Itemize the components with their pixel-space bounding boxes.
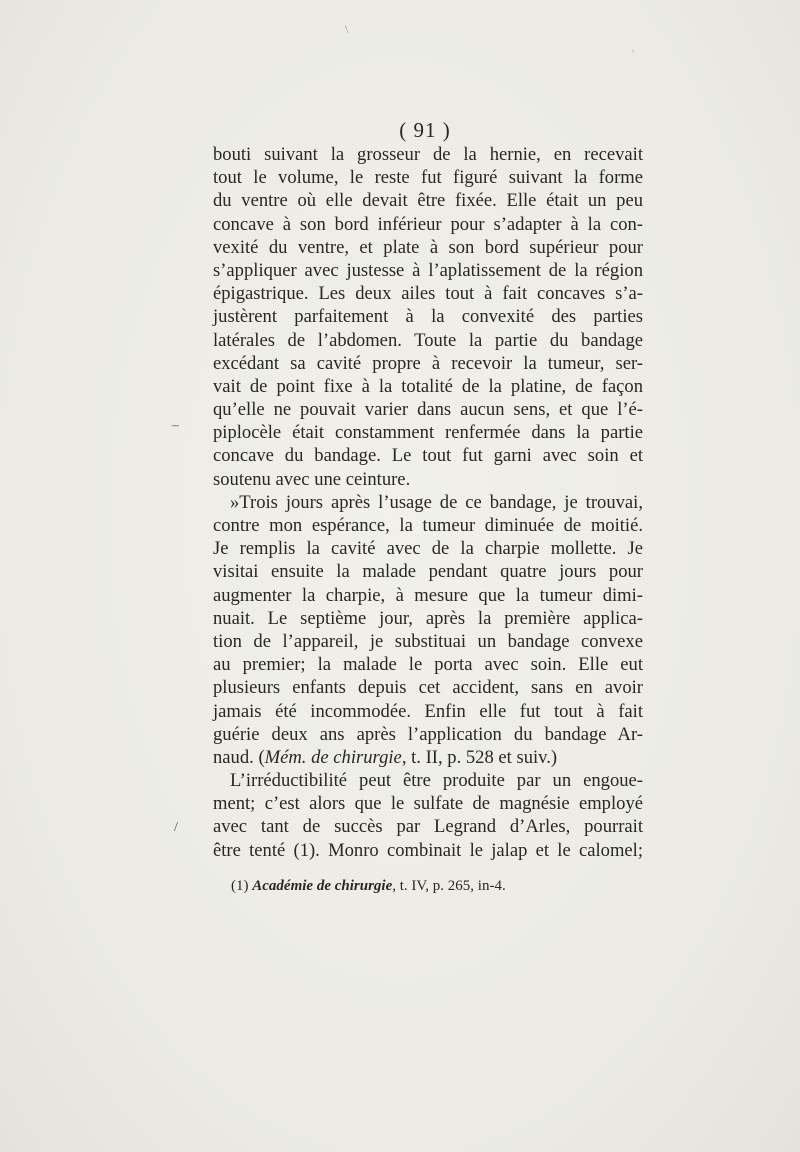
text-line: soutenu avec une ceinture. (213, 468, 411, 490)
text-line: jamais été incommodée. Enfin elle fut tout à fait (213, 700, 643, 722)
footnote-title: Académie de chirurgie (252, 878, 393, 894)
text-line: avec tant de succès par Legrand d’Arles, pourrait (213, 816, 643, 838)
text-line: latérales de l’abdomen. Toute la partie du bandage (213, 329, 643, 351)
text-line: excédant sa cavité propre à recevoir la tumeur, ser- (213, 352, 643, 374)
text-line: naud. (Mém. de chirurgie, t. II, p. 528 et suiv.) (213, 746, 558, 768)
text-line: concave du bandage. Le tout fut garni avec soin et (213, 445, 643, 467)
text-line: bouti suivant la grosseur de la hernie, en recevait (213, 144, 643, 165)
page-number: ( 91 ) (399, 118, 451, 142)
text-line: tout le volume, le reste fut figuré suivant la forme (213, 167, 643, 189)
text-line: au premier; la malade le porta avec soin. Elle eut (213, 654, 643, 676)
text-line: être tenté (1). Monro combinait le jalap et le calomel; (213, 839, 643, 861)
text-line: vexité du ventre, et plate à son bord supérieur pour (213, 236, 643, 258)
text-line: »Trois jours après l’usage de ce bandage, je trouvai, (230, 491, 643, 513)
margin-mark-top: \ (345, 22, 349, 36)
text-line: Je remplis la cavité avec de la charpie mollette. Je (213, 538, 643, 560)
text-line: visitai ensuite la malade pendant quatre jours pour (213, 561, 643, 583)
text-line: L’irréductibilité peut être produite par un engoue- (230, 770, 643, 792)
text-line: ment; c’est alors que le sulfate de magnésie employé (213, 793, 643, 815)
footnote-reference: , t. IV, p. 265, in-4. (392, 878, 506, 894)
text-line: guérie deux ans après l’application du bandage Ar- (213, 723, 643, 745)
text-line: épigastrique. Les deux ailes tout à fait concaves s’a- (213, 283, 643, 305)
margin-mark-left-lower: / (174, 820, 178, 835)
margin-mark-left: – (172, 418, 179, 433)
footnote (231, 878, 506, 895)
text-line: piplocèle était constamment renfermée dans la partie (213, 422, 643, 444)
text-line: contre mon espérance, la tumeur diminuée de moitié. (213, 515, 643, 536)
footnote-marker: (1) (231, 878, 249, 894)
text-line: concave à son bord inférieur pour s’adapter à la con- (213, 213, 643, 235)
body-text (213, 143, 643, 862)
text-line: justèrent parfaitement à la convexité des parties (213, 306, 643, 328)
text-line: vait de point fixe à la totalité de la platine, de façon (213, 375, 643, 397)
margin-mark-top-right: ' (632, 48, 634, 60)
text-line: du ventre où elle devait être fixée. Elle était un peu (213, 190, 643, 212)
text-line: plusieurs enfants depuis cet accident, sans en avoir (213, 677, 643, 699)
text-line: tion de l’appareil, je substituai un bandage convexe (213, 630, 643, 652)
text-line: s’appliquer avec justesse à l’aplatissement de la région (213, 259, 643, 281)
text-line: qu’elle ne pouvait varier dans aucun sens, et que l’é- (213, 399, 643, 421)
text-line: augmenter la charpie, à mesure que la tumeur dimi- (213, 584, 643, 606)
text-line: nuait. Le septième jour, après la première applica- (213, 607, 643, 629)
